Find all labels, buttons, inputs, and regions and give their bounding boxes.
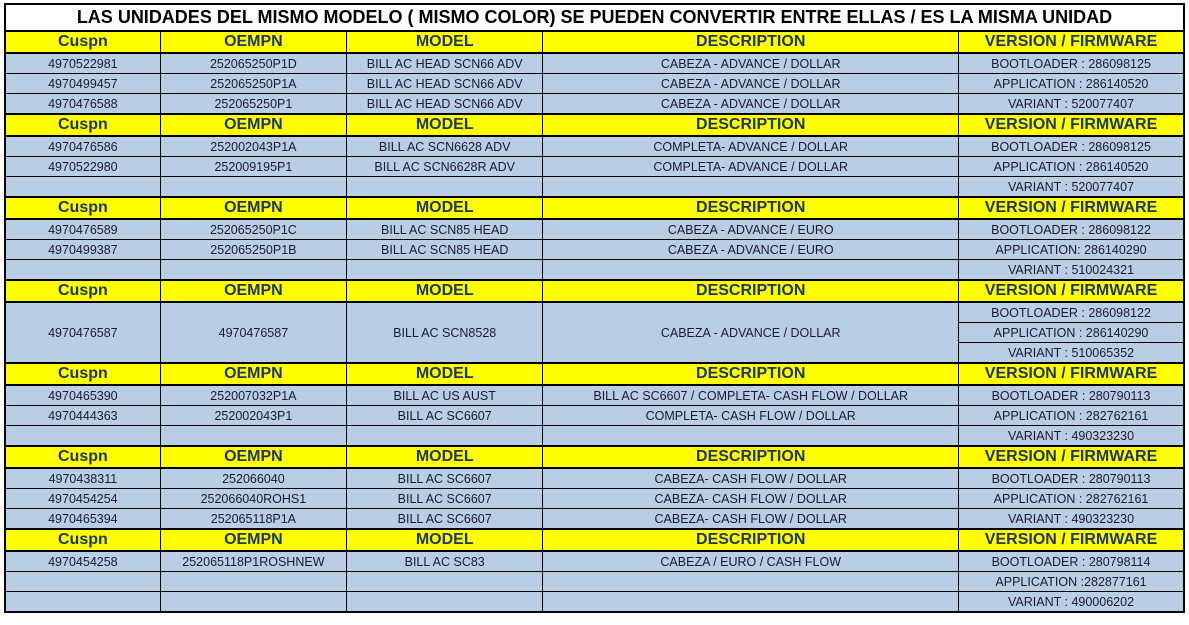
- column-header-description: DESCRIPTION: [543, 280, 959, 302]
- table-row: [5, 74, 1184, 94]
- table-row: [5, 572, 1184, 592]
- cell-version: APPLICATION : 286140290: [959, 323, 1184, 343]
- column-header-description: DESCRIPTION: [543, 363, 959, 385]
- cell-cuspn: 4970522980: [5, 157, 160, 177]
- cell-description: CABEZA - ADVANCE / EURO: [543, 240, 959, 260]
- cell-model: [347, 426, 543, 447]
- cell-oempn: [160, 572, 346, 592]
- cell-model: BILL AC SC6607: [347, 509, 543, 530]
- cell-model: [347, 592, 543, 613]
- cell-oempn: 252065118P1ROSHNEW: [160, 551, 346, 572]
- page-title: LAS UNIDADES DEL MISMO MODELO ( MISMO COLOR) SE PUEDEN CONVERTIR ENTRE ELLAS / ES LA MISMA UNIDAD: [5, 4, 1184, 31]
- cell-description: CABEZA- CASH FLOW / DOLLAR: [543, 509, 959, 530]
- cell-version: APPLICATION : 286140520: [959, 157, 1184, 177]
- section-5-header: [5, 363, 1184, 385]
- cell-cuspn: [5, 260, 160, 281]
- cell-version: VARIANT : 510024321: [959, 260, 1184, 281]
- cell-model: BILL AC SCN6628 ADV: [347, 136, 543, 157]
- cell-description: [543, 177, 959, 198]
- cell-oempn: 252065250P1B: [160, 240, 346, 260]
- table-row: [5, 177, 1184, 198]
- cell-description: [543, 426, 959, 447]
- cell-version: BOOTLOADER : 280798114: [959, 551, 1184, 572]
- cell-version: BOOTLOADER : 286098122: [959, 302, 1184, 323]
- column-header-version: VERSION / FIRMWARE: [959, 529, 1184, 551]
- table-row: [5, 94, 1184, 115]
- table-row: [5, 385, 1184, 406]
- cell-version: VARIANT : 490006202: [959, 592, 1184, 613]
- table-row-merged: [5, 302, 1184, 323]
- title-row: [5, 4, 1184, 31]
- column-header-model: MODEL: [347, 31, 543, 53]
- column-header-version: VERSION / FIRMWARE: [959, 114, 1184, 136]
- cell-description: COMPLETA- CASH FLOW / DOLLAR: [543, 406, 959, 426]
- column-header-version: VERSION / FIRMWARE: [959, 363, 1184, 385]
- cell-description: BILL AC SC6607 / COMPLETA- CASH FLOW / DOLLAR: [543, 385, 959, 406]
- column-header-model: MODEL: [347, 446, 543, 468]
- table-row: [5, 406, 1184, 426]
- cell-cuspn: 4970476586: [5, 136, 160, 157]
- cell-cuspn: 4970444363: [5, 406, 160, 426]
- section-6-header: [5, 446, 1184, 468]
- column-header-description: DESCRIPTION: [543, 31, 959, 53]
- cell-model: BILL AC SC6607: [347, 468, 543, 489]
- cell-oempn: 252066040: [160, 468, 346, 489]
- column-header-description: DESCRIPTION: [543, 114, 959, 136]
- column-header-version: VERSION / FIRMWARE: [959, 197, 1184, 219]
- cell-description: [543, 592, 959, 613]
- column-header-description: DESCRIPTION: [543, 529, 959, 551]
- cell-model: BILL AC SCN85 HEAD: [347, 219, 543, 240]
- cell-version: VARIANT : 510065352: [959, 343, 1184, 364]
- cell-model: BILL AC SC6607: [347, 489, 543, 509]
- table-row: [5, 468, 1184, 489]
- cell-model: BILL AC HEAD SCN66 ADV: [347, 53, 543, 74]
- cell-oempn: [160, 426, 346, 447]
- cell-cuspn: 4970454258: [5, 551, 160, 572]
- column-header-cuspn: Cuspn: [5, 529, 160, 551]
- cell-description: [543, 572, 959, 592]
- cell-model: BILL AC SCN85 HEAD: [347, 240, 543, 260]
- cell-version: VARIANT : 490323230: [959, 426, 1184, 447]
- cell-oempn: [160, 260, 346, 281]
- column-header-cuspn: Cuspn: [5, 31, 160, 53]
- column-header-oempn: OEMPN: [160, 280, 346, 302]
- column-header-model: MODEL: [347, 197, 543, 219]
- cell-version: VARIANT : 490323230: [959, 509, 1184, 530]
- section-7-header: [5, 529, 1184, 551]
- cell-cuspn: [5, 177, 160, 198]
- column-header-oempn: OEMPN: [160, 31, 346, 53]
- cell-description: CABEZA- CASH FLOW / DOLLAR: [543, 468, 959, 489]
- column-header-oempn: OEMPN: [160, 446, 346, 468]
- column-header-model: MODEL: [347, 280, 543, 302]
- column-header-version: VERSION / FIRMWARE: [959, 31, 1184, 53]
- cell-oempn: [160, 592, 346, 613]
- cell-model: BILL AC SCN8528: [347, 302, 543, 363]
- section-3-header: [5, 197, 1184, 219]
- cell-version: BOOTLOADER : 286098125: [959, 136, 1184, 157]
- cell-version: BOOTLOADER : 286098125: [959, 53, 1184, 74]
- cell-oempn: 252065250P1D: [160, 53, 346, 74]
- column-header-cuspn: Cuspn: [5, 446, 160, 468]
- cell-version: BOOTLOADER : 280790113: [959, 385, 1184, 406]
- cell-model: BILL AC SC6607: [347, 406, 543, 426]
- column-header-oempn: OEMPN: [160, 529, 346, 551]
- column-header-oempn: OEMPN: [160, 197, 346, 219]
- cell-description: [543, 260, 959, 281]
- column-header-oempn: OEMPN: [160, 363, 346, 385]
- cell-oempn: 252002043P1: [160, 406, 346, 426]
- cell-version: VARIANT : 520077407: [959, 177, 1184, 198]
- table-row: [5, 592, 1184, 613]
- table-row: [5, 219, 1184, 240]
- cell-oempn: 252065118P1A: [160, 509, 346, 530]
- cell-version: BOOTLOADER : 280790113: [959, 468, 1184, 489]
- cell-oempn: 252065250P1C: [160, 219, 346, 240]
- cell-version: APPLICATION : 286140520: [959, 74, 1184, 94]
- cell-cuspn: 4970522981: [5, 53, 160, 74]
- table-row: [5, 53, 1184, 74]
- cell-cuspn: 4970454254: [5, 489, 160, 509]
- cell-version: APPLICATION :282877161: [959, 572, 1184, 592]
- cell-model: [347, 572, 543, 592]
- cell-cuspn: [5, 592, 160, 613]
- table-row: [5, 489, 1184, 509]
- cell-model: BILL AC SCN6628R ADV: [347, 157, 543, 177]
- table-row: [5, 260, 1184, 281]
- cell-model: [347, 177, 543, 198]
- cell-description: CABEZA - ADVANCE / DOLLAR: [543, 94, 959, 115]
- cell-oempn: 252009195P1: [160, 157, 346, 177]
- cell-description: CABEZA- CASH FLOW / DOLLAR: [543, 489, 959, 509]
- cell-description: CABEZA - ADVANCE / DOLLAR: [543, 74, 959, 94]
- cell-cuspn: 4970476589: [5, 219, 160, 240]
- section-4-header: [5, 280, 1184, 302]
- column-header-cuspn: Cuspn: [5, 114, 160, 136]
- column-header-model: MODEL: [347, 363, 543, 385]
- cell-model: [347, 260, 543, 281]
- cell-cuspn: [5, 572, 160, 592]
- cell-description: COMPLETA- ADVANCE / DOLLAR: [543, 136, 959, 157]
- table-row: [5, 551, 1184, 572]
- cell-oempn: 252066040ROHS1: [160, 489, 346, 509]
- column-header-description: DESCRIPTION: [543, 446, 959, 468]
- cell-oempn: 4970476587: [160, 302, 346, 363]
- cell-oempn: [160, 177, 346, 198]
- cell-version: APPLICATION: 286140290: [959, 240, 1184, 260]
- section-2-header: [5, 114, 1184, 136]
- cell-cuspn: 4970465394: [5, 509, 160, 530]
- cell-cuspn: 4970465390: [5, 385, 160, 406]
- cell-version: APPLICATION : 282762161: [959, 406, 1184, 426]
- conversion-table: [4, 3, 1185, 613]
- column-header-cuspn: Cuspn: [5, 197, 160, 219]
- cell-model: BILL AC HEAD SCN66 ADV: [347, 74, 543, 94]
- cell-model: BILL AC SC83: [347, 551, 543, 572]
- cell-oempn: 252065250P1A: [160, 74, 346, 94]
- cell-description: CABEZA / EURO / CASH FLOW: [543, 551, 959, 572]
- cell-cuspn: 4970476587: [5, 302, 160, 363]
- table-row: [5, 240, 1184, 260]
- table-row: [5, 157, 1184, 177]
- cell-version: VARIANT : 520077407: [959, 94, 1184, 115]
- cell-description: CABEZA - ADVANCE / DOLLAR: [543, 302, 959, 363]
- section-1-header: [5, 31, 1184, 53]
- column-header-model: MODEL: [347, 114, 543, 136]
- cell-cuspn: [5, 426, 160, 447]
- cell-description: COMPLETA- ADVANCE / DOLLAR: [543, 157, 959, 177]
- cell-cuspn: 4970476588: [5, 94, 160, 115]
- cell-oempn: 252007032P1A: [160, 385, 346, 406]
- cell-cuspn: 4970438311: [5, 468, 160, 489]
- cell-oempn: 252065250P1: [160, 94, 346, 115]
- cell-version: BOOTLOADER : 286098122: [959, 219, 1184, 240]
- table-row: [5, 136, 1184, 157]
- cell-description: CABEZA - ADVANCE / EURO: [543, 219, 959, 240]
- column-header-model: MODEL: [347, 529, 543, 551]
- column-header-oempn: OEMPN: [160, 114, 346, 136]
- cell-model: BILL AC HEAD SCN66 ADV: [347, 94, 543, 115]
- cell-cuspn: 4970499387: [5, 240, 160, 260]
- column-header-cuspn: Cuspn: [5, 363, 160, 385]
- cell-model: BILL AC US AUST: [347, 385, 543, 406]
- column-header-version: VERSION / FIRMWARE: [959, 280, 1184, 302]
- cell-version: APPLICATION : 282762161: [959, 489, 1184, 509]
- column-header-description: DESCRIPTION: [543, 197, 959, 219]
- table-row: [5, 426, 1184, 447]
- column-header-version: VERSION / FIRMWARE: [959, 446, 1184, 468]
- column-header-cuspn: Cuspn: [5, 280, 160, 302]
- cell-description: CABEZA - ADVANCE / DOLLAR: [543, 53, 959, 74]
- cell-oempn: 252002043P1A: [160, 136, 346, 157]
- cell-cuspn: 4970499457: [5, 74, 160, 94]
- table-row: [5, 509, 1184, 530]
